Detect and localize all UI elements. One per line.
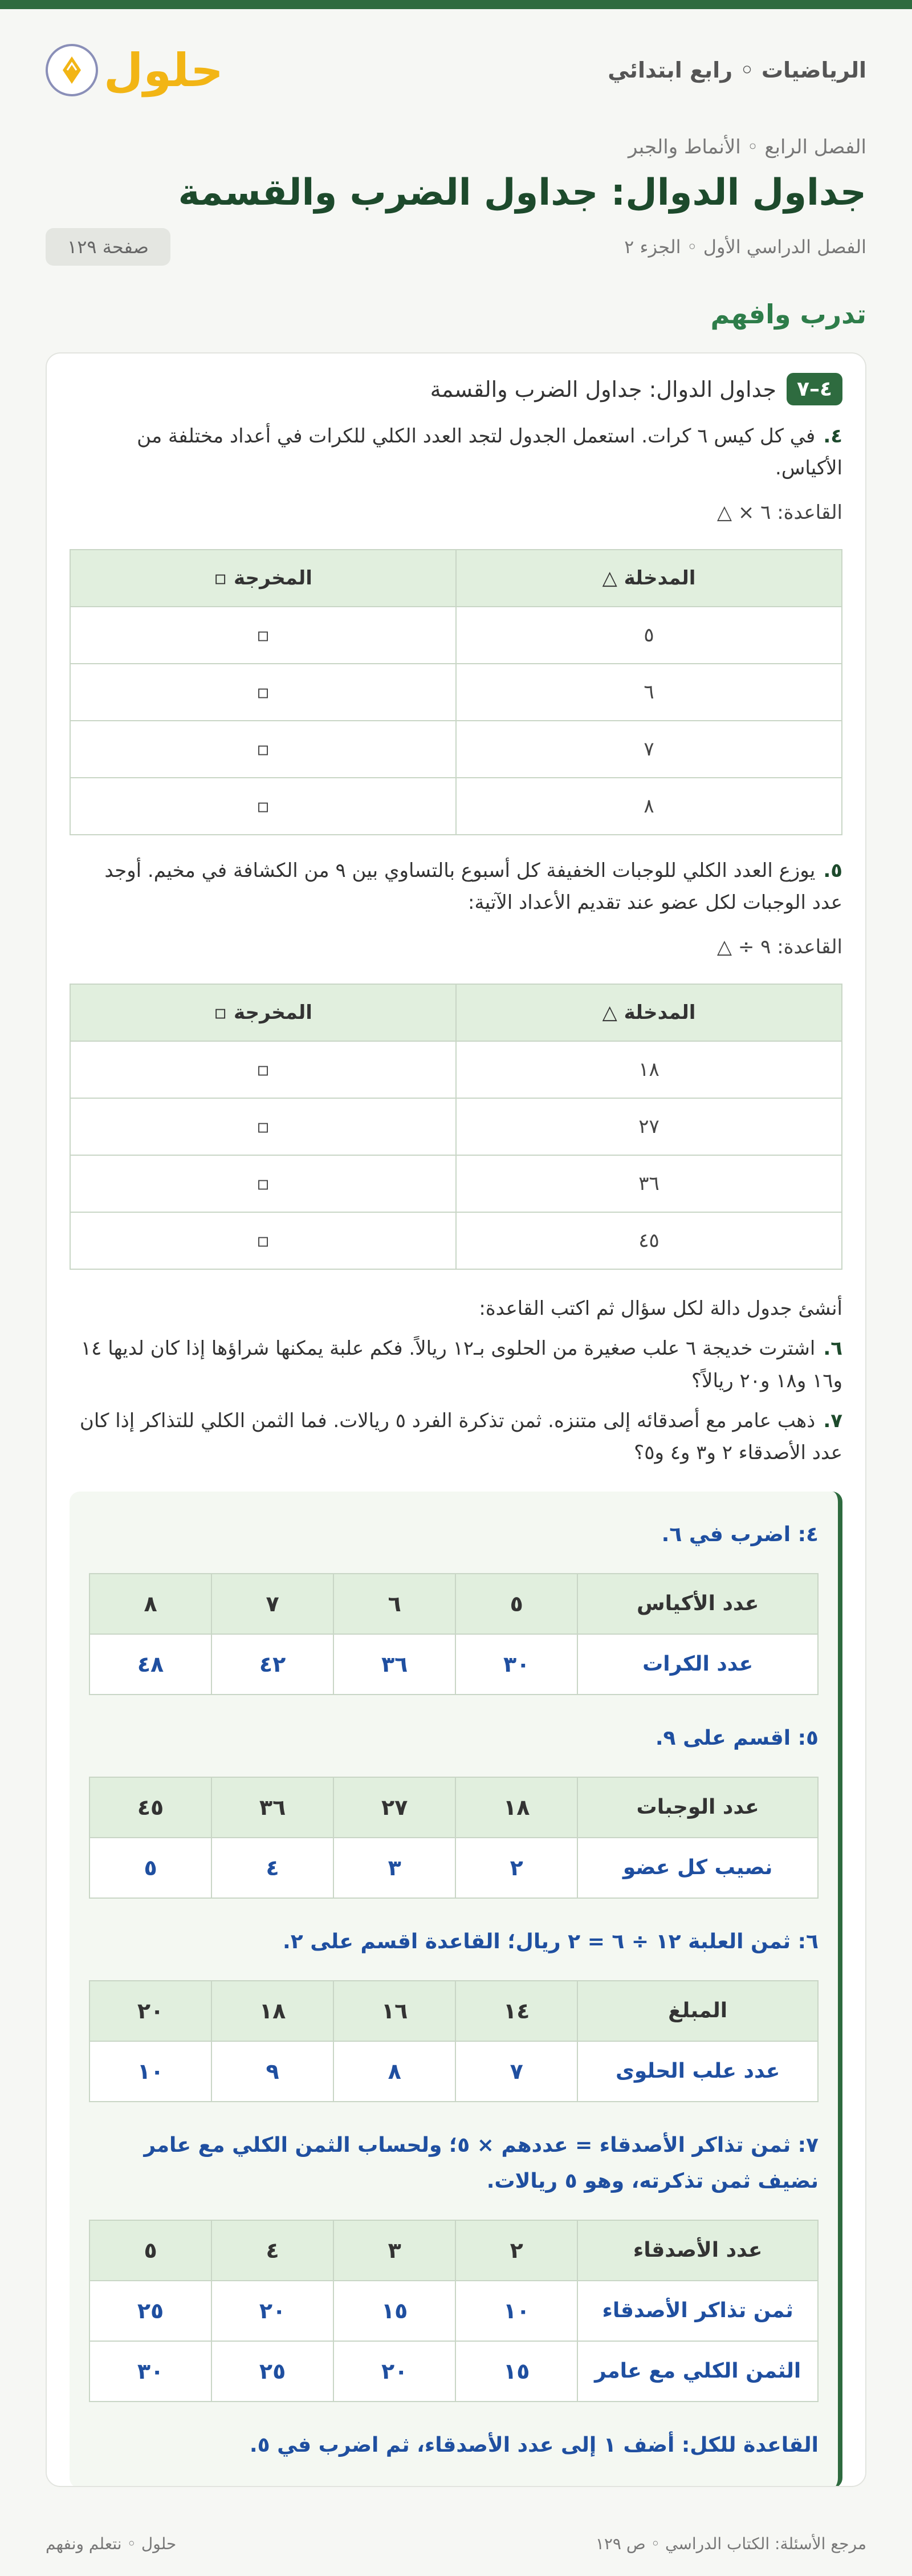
site-logo[interactable]	[46, 44, 223, 97]
exercise-card	[46, 352, 866, 2487]
table-cell: ٨	[333, 2041, 455, 2102]
table-cell: ٢٥	[89, 2281, 211, 2341]
logo-emblem-icon	[46, 44, 98, 96]
table-cell: ٤	[211, 1838, 333, 1898]
row-label: نصيب كل عضو	[577, 1838, 818, 1898]
input-cell: ١٨	[456, 1041, 842, 1098]
question-5-table	[70, 984, 842, 1270]
table-row	[89, 2220, 818, 2281]
table-cell: ٣	[333, 2220, 455, 2281]
table-row	[89, 1838, 818, 1898]
grade-label: الرياضيات ◦ رابع ابتدائي	[608, 58, 866, 83]
table-cell: ٣٠	[455, 1634, 577, 1695]
solution-4-table	[89, 1573, 819, 1695]
lesson-number-badge: ٤–٧	[787, 373, 842, 405]
table-cell: ٥	[89, 2220, 211, 2281]
table-cell: ٣٦	[211, 1777, 333, 1838]
table-row	[89, 2041, 818, 2102]
table-cell: ١٠	[89, 2041, 211, 2102]
question-text: اشترت خديجة ٦ علب صغيرة من الحلوى بـ١٢ ريالاً. فكم علبة يمكنها شراؤها إذا كان لديها ١٤ و١٦ و١٨ و٢٠ ريالاً؟	[80, 1337, 842, 1392]
table-cell: ١٦	[333, 1981, 455, 2041]
row-label: ثمن تذاكر الأصدقاء	[577, 2281, 818, 2341]
input-cell: ٤٥	[456, 1212, 842, 1269]
brand-row	[46, 9, 866, 131]
row-label: الثمن الكلي مع عامر	[577, 2341, 818, 2402]
table-row	[70, 664, 842, 721]
table-row	[89, 2281, 818, 2341]
question-number: ٦.	[823, 1337, 842, 1360]
solution-4-heading: ٤: اضرب في ٦.	[661, 1522, 819, 1546]
column-header-input: المدخلة △	[456, 984, 842, 1041]
row-label: عدد الأكياس	[577, 1574, 818, 1634]
table-row	[70, 1041, 842, 1098]
output-blank-cell: ▫	[70, 1098, 456, 1155]
top-accent-bar	[0, 0, 912, 9]
question-number: ٤.	[823, 425, 842, 448]
table-cell: ٤٨	[89, 1634, 211, 1695]
row-label: عدد الوجبات	[577, 1777, 818, 1838]
table-row	[89, 1634, 818, 1695]
table-cell: ١٥	[333, 2281, 455, 2341]
table-cell: ٧	[211, 1574, 333, 1634]
question-number: ٧.	[823, 1409, 842, 1432]
table-cell: ٢	[455, 2220, 577, 2281]
output-blank-cell: ▫	[70, 607, 456, 664]
table-cell: ٦	[333, 1574, 455, 1634]
table-cell: ١٠	[455, 2281, 577, 2341]
table-cell: ٥	[455, 1574, 577, 1634]
table-row	[70, 607, 842, 664]
question-7	[70, 1405, 842, 1469]
solution-5-table	[89, 1777, 819, 1899]
lesson-title: جداول الدوال: جداول الضرب والقسمة	[430, 376, 777, 402]
table-row	[70, 1212, 842, 1269]
solutions-panel	[70, 1492, 842, 2487]
input-cell: ٧	[456, 721, 842, 778]
row-label: عدد الكرات	[577, 1634, 818, 1695]
section-heading: تدرب وافهم	[710, 299, 866, 330]
logo-wordmark: حلول	[104, 43, 223, 97]
column-header-input: المدخلة △	[456, 550, 842, 607]
instruction-text: أنشئ جدول دالة لكل سؤال ثم اكتب القاعدة:	[479, 1297, 842, 1320]
table-header-row	[70, 984, 842, 1041]
output-blank-cell: ▫	[70, 778, 456, 835]
output-blank-cell: ▫	[70, 1041, 456, 1098]
output-blank-cell: ▫	[70, 721, 456, 778]
input-cell: ٥	[456, 607, 842, 664]
row-label: المبلغ	[577, 1981, 818, 2041]
input-cell: ٢٧	[456, 1098, 842, 1155]
table-row	[70, 721, 842, 778]
question-4-table	[70, 549, 842, 835]
output-blank-cell: ▫	[70, 664, 456, 721]
table-cell: ٤	[211, 2220, 333, 2281]
question-text: في كل كيس ٦ كرات. استعمل الجدول لتجد العدد الكلي للكرات في أعداد مختلفة من الأكياس.	[137, 425, 842, 480]
table-row	[70, 778, 842, 835]
table-cell: ٢٥	[211, 2341, 333, 2402]
table-cell: ٣٠	[89, 2341, 211, 2402]
question-5-rule: القاعدة: ٩ ÷ △	[716, 936, 842, 959]
question-6	[70, 1332, 842, 1396]
table-cell: ٥	[89, 1838, 211, 1898]
table-cell: ١٨	[455, 1777, 577, 1838]
row-label: عدد علب الحلوى	[577, 2041, 818, 2102]
table-cell: ٨	[89, 1574, 211, 1634]
page-title: جداول الدوال: جداول الضرب والقسمة	[178, 172, 866, 214]
question-number: ٥.	[823, 859, 842, 883]
column-header-output: المخرجة ▫	[70, 550, 456, 607]
general-rule-text: القاعدة للكل: أضف ١ إلى عدد الأصدقاء، ثم اضرب في ٥.	[249, 2433, 819, 2457]
table-row	[89, 2341, 818, 2402]
footer-reference: مرجع الأسئلة: الكتاب الدراسي ◦ ص ١٢٩	[595, 2534, 866, 2553]
table-header-row	[70, 550, 842, 607]
table-cell: ١٨	[211, 1981, 333, 2041]
solution-7-heading: ٧: ثمن تذاكر الأصدقاء = عددهم × ٥؛ ولحساب الثمن الكلي مع عامر نضيف ثمن تذكرته، وهو ٥ ريالات.	[144, 2133, 819, 2193]
output-blank-cell: ▫	[70, 1212, 456, 1269]
table-cell: ٤٥	[89, 1777, 211, 1838]
input-cell: ٦	[456, 664, 842, 721]
footer-brand: حلول ◦ نتعلم ونفهم	[46, 2534, 177, 2553]
table-row	[89, 1574, 818, 1634]
table-cell: ١٥	[455, 2341, 577, 2402]
question-text: يوزع العدد الكلي للوجبات الخفيفة كل أسبوع بالتساوي بين ٩ من الكشافة في مخيم. أوجد عدد الوجبات لكل عضو عند تقديم الأعداد الآتية:	[104, 859, 842, 915]
input-cell: ٣٦	[456, 1155, 842, 1212]
table-cell: ٤٢	[211, 1634, 333, 1695]
table-row	[89, 1981, 818, 2041]
solution-5-heading: ٥: اقسم على ٩.	[655, 1726, 819, 1750]
table-cell: ٩	[211, 2041, 333, 2102]
table-cell: ٣	[333, 1838, 455, 1898]
lesson-header	[70, 373, 842, 405]
question-5	[70, 855, 842, 919]
solution-7-table	[89, 2220, 819, 2402]
solution-6-table	[89, 1980, 819, 2102]
table-cell: ٢٧	[333, 1777, 455, 1838]
page-number-badge: صفحة ١٢٩	[46, 228, 170, 266]
row-label: عدد الأصدقاء	[577, 2220, 818, 2281]
meta-row	[46, 228, 866, 266]
table-cell: ٢٠	[211, 2281, 333, 2341]
output-blank-cell: ▫	[70, 1155, 456, 1212]
input-cell: ٨	[456, 778, 842, 835]
page-footer	[46, 2534, 866, 2553]
table-cell: ٣٦	[333, 1634, 455, 1695]
table-cell: ٢	[455, 1838, 577, 1898]
question-text: ذهب عامر مع أصدقائه إلى متنزه. ثمن تذكرة الفرد ٥ ريالات. فما الثمن الكلي للتذاكر إذا كان عدد الأصدقاء ٢ و٣ و٤ و٥؟	[79, 1409, 842, 1464]
semester-label: الفصل الدراسي الأول ◦ الجزء ٢	[624, 236, 866, 258]
chapter-breadcrumb: الفصل الرابع ◦ الأنماط والجبر	[628, 136, 866, 159]
question-4-rule: القاعدة: ٦ × △	[716, 501, 842, 525]
page	[0, 9, 912, 2576]
table-row	[70, 1098, 842, 1155]
solution-6-heading: ٦: ثمن العلبة ١٢ ÷ ٦ = ٢ ريال؛ القاعدة اقسم على ٢.	[283, 1929, 819, 1953]
table-cell: ١٤	[455, 1981, 577, 2041]
question-4	[70, 420, 842, 484]
table-cell: ٢٠	[89, 1981, 211, 2041]
column-header-output: المخرجة ▫	[70, 984, 456, 1041]
table-cell: ٢٠	[333, 2341, 455, 2402]
table-row	[70, 1155, 842, 1212]
table-row	[89, 1777, 818, 1838]
table-cell: ٧	[455, 2041, 577, 2102]
